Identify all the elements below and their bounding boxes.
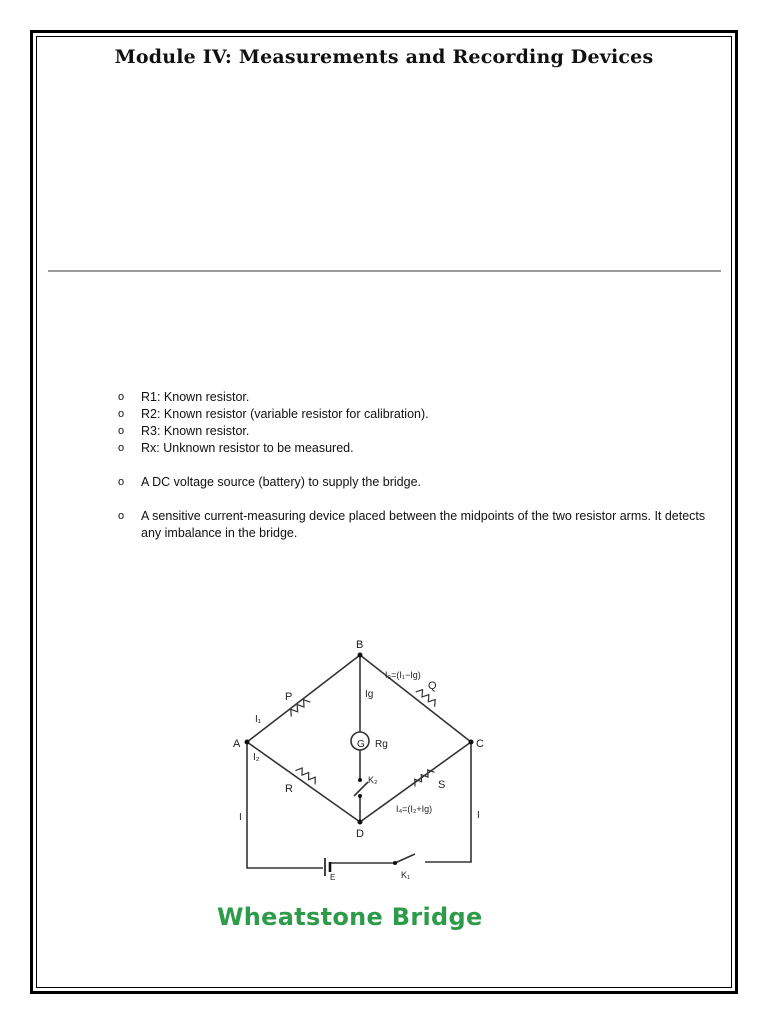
node-label-d: D [356, 828, 364, 840]
junction-c [469, 740, 474, 745]
component-list [118, 389, 708, 542]
page-title: Module IV: Measurements and Recording Devices [114, 46, 654, 68]
junction-b [358, 653, 363, 658]
list-item-text: R3: Known resistor. [141, 424, 250, 438]
key-label-k1: K₁ [401, 870, 411, 880]
list-item-text: A sensitive current-measuring device placed between the midpoints of the two resistor arms. It detects any imbalance in the bridge. [141, 509, 706, 540]
key-k2-lever [354, 782, 368, 796]
bullet-icon: o [118, 442, 125, 454]
list-item-text: Rx: Unknown resistor to be measured. [141, 441, 354, 455]
arm-q [360, 655, 471, 742]
junction-a [245, 740, 250, 745]
list-item [118, 440, 708, 457]
node-label-b: B [356, 639, 364, 651]
key-label-k2: K₂ [368, 775, 378, 785]
bullet-icon: o [118, 476, 125, 488]
current-label-ig: Ig [365, 689, 374, 700]
arm-r [247, 742, 360, 822]
resistor-r [295, 766, 318, 785]
key-k1-lever [395, 854, 415, 863]
resistor-label-p: P [285, 691, 293, 703]
current-label-q: I₃=(I₁−Ig) [385, 670, 421, 680]
list-item [118, 389, 708, 406]
current-label-i-right: I [477, 810, 480, 821]
list-item-text: A DC voltage source (battery) to supply the bridge. [141, 475, 422, 489]
current-label-i2: I₂ [253, 752, 260, 763]
list-item [118, 508, 708, 542]
figure-caption: Wheatstone Bridge [217, 903, 483, 931]
current-label-i1: I₁ [255, 714, 262, 725]
wheatstone-bridge-diagram [215, 630, 515, 880]
list-spacer [118, 457, 708, 474]
resistor-label-r: R [285, 783, 293, 795]
wire-right [425, 742, 471, 862]
bullet-icon: o [118, 391, 125, 403]
list-item [118, 406, 708, 423]
key-k1-contact [393, 861, 397, 865]
galvanometer-label: G [357, 739, 365, 750]
junction-d [358, 820, 363, 825]
key-k2-contact [358, 778, 362, 782]
battery-label-e: E [330, 873, 336, 880]
list-item-text: R1: Known resistor. [141, 390, 250, 404]
horizontal-divider [48, 270, 721, 272]
current-label-i-left: I [239, 812, 242, 823]
galvanometer-resistance-label: Rg [375, 739, 388, 750]
bullet-icon: o [118, 510, 125, 522]
bullet-icon: o [118, 408, 125, 420]
list-spacer [118, 491, 708, 508]
bullet-icon: o [118, 425, 125, 437]
resistor-label-q: Q [428, 680, 437, 692]
key-k2-contact [358, 794, 362, 798]
current-label-s: I₄=(I₂+Ig) [396, 804, 433, 814]
node-label-a: A [233, 738, 241, 750]
list-item-text: R2: Known resistor (variable resistor for calibration). [141, 407, 429, 421]
resistor-label-s: S [438, 779, 446, 791]
node-label-c: C [476, 738, 484, 750]
list-item [118, 474, 708, 491]
list-item [118, 423, 708, 440]
arm-p [247, 655, 360, 742]
